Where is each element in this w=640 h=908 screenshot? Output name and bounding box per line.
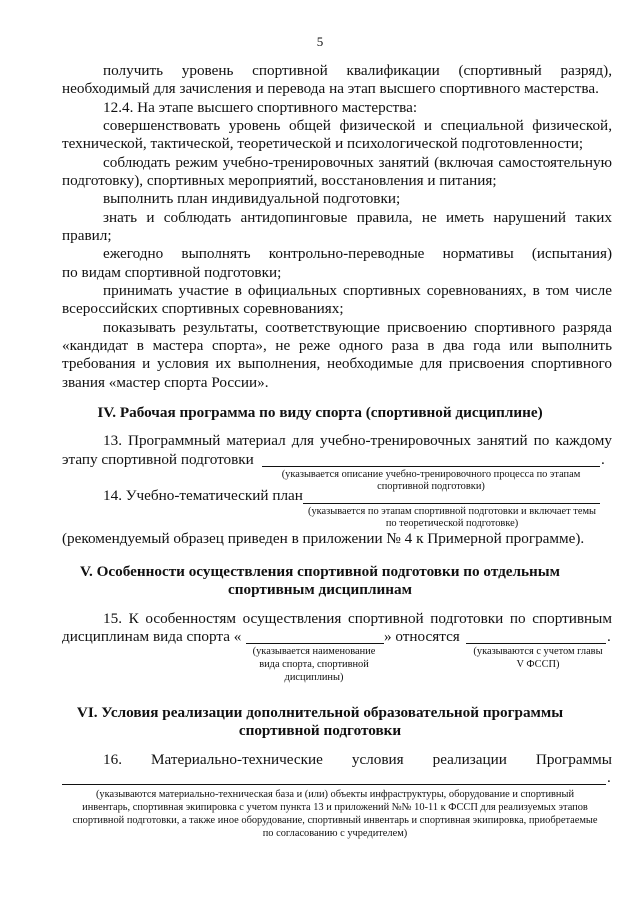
- fill-in-line-15b[interactable]: [466, 643, 606, 644]
- text-line: правил;: [62, 227, 112, 244]
- paragraph-13-line2: этапу спортивной подготовки: [62, 451, 254, 468]
- paragraph-14: 14. Учебно-тематический план: [103, 487, 303, 504]
- fill-in-line-15a[interactable]: [246, 643, 384, 644]
- fill-in-line-14[interactable]: [303, 503, 600, 504]
- section-heading-4: IV. Рабочая программа по виду спорта (спортивной дисциплине): [97, 404, 543, 421]
- period: .: [607, 628, 611, 645]
- text-line: совершенствовать уровень общей физической и специальной физической,: [103, 117, 612, 134]
- text-line: подготовку), спортивных мероприятий, восстановления и питания;: [62, 172, 497, 189]
- text-line: выполнить план индивидуальной подготовки;: [103, 190, 401, 207]
- page-number: 5: [316, 34, 324, 49]
- hint-16-4: по согласованию с учредителем): [262, 828, 408, 839]
- hint-15a-1: (указывается наименование: [252, 646, 376, 657]
- text-line: соблюдать режим учебно-тренировочных занятий (включая самостоятельную: [103, 154, 612, 171]
- paragraph-16: 16. Материально-технические условия реализации Программы: [103, 751, 612, 768]
- hint-15b-1: (указываются с учетом главы: [473, 646, 603, 657]
- text-line: знать и соблюдать антидопинговые правила, не иметь нарушений таких: [103, 209, 612, 226]
- section-heading-5-line2: спортивным дисциплинам: [228, 581, 412, 598]
- text-line: технической, тактической, теоретической и психологической подготовленности;: [62, 135, 584, 152]
- section-heading-5-line1: V. Особенности осуществления спортивной подготовки по отдельным: [79, 563, 561, 580]
- fill-in-line-16[interactable]: [62, 784, 606, 785]
- hint-15b-2: V ФССП): [516, 659, 560, 670]
- hint-16-1: (указываются материально-техническая база и (или) объекты инфраструктуры, оборудование и спортивный: [95, 789, 575, 800]
- text-line: 12.4. На этапе высшего спортивного мастерства:: [103, 99, 418, 116]
- text-line: всероссийских спортивных соревнованиях;: [62, 300, 344, 317]
- text-line: ежегодно выполнять контрольно-переводные нормативы (испытания): [103, 245, 612, 262]
- hint-14a: (указывается по этапам спортивной подготовки и включает темы: [307, 506, 597, 517]
- hint-14b: по теоретической подготовке): [385, 518, 519, 529]
- text-line: получить уровень спортивной квалификации (спортивный разряд),: [103, 62, 612, 79]
- fill-in-line-13[interactable]: [262, 466, 600, 467]
- paragraph-13-line1: 13. Программный материал для учебно-тренировочных занятий по каждому: [103, 432, 612, 449]
- paragraph-15-a: дисциплинам вида спорта «: [62, 628, 242, 645]
- paragraph-15-b: » относятся: [384, 628, 460, 645]
- period: .: [607, 769, 611, 786]
- text-line: по видам спортивной подготовки;: [62, 264, 282, 281]
- hint-16-3: спортивной подготовки, а также иное оборудование, спортивный инвентарь и спортивная экипировка, приобретаемые: [72, 815, 598, 826]
- hint-16-2: инвентарь, спортивная экипировка с учетом пункта 13 и приложений №№ 10-11 к ФССП для реализуемых этапов: [82, 802, 588, 813]
- section-heading-6-line2: спортивной подготовки: [238, 722, 402, 739]
- hint-13b: спортивной подготовки): [377, 481, 485, 492]
- period: .: [601, 451, 605, 468]
- text-line: требования и условия их выполнения, необходимые для присвоения спортивного: [62, 355, 612, 372]
- text-line: необходимый для зачисления и перевода на этап высшего спортивного мастерства.: [62, 80, 599, 97]
- hint-15a-2: вида спорта, спортивной: [259, 659, 369, 670]
- paragraph-15-line1: 15. К особенностям осуществления спортивной подготовки по спортивным: [103, 610, 612, 627]
- paragraph-14-note: (рекомендуемый образец приведен в приложении № 4 к Примерной программе).: [62, 530, 585, 547]
- section-heading-6-line1: VI. Условия реализации дополнительной образовательной программы: [76, 704, 564, 721]
- text-line: «кандидат в мастера спорта», не реже одного раза в два года или выполнить: [62, 337, 612, 354]
- hint-15a-3: дисциплины): [284, 672, 344, 683]
- text-line: показывать результаты, соответствующие присвоению спортивного разряда: [103, 319, 612, 336]
- text-line: принимать участие в официальных спортивных соревнованиях, в том числе: [103, 282, 612, 299]
- text-line: звания «мастер спорта России».: [62, 374, 269, 391]
- hint-13a: (указывается описание учебно-тренировочного процесса по этапам: [281, 469, 581, 480]
